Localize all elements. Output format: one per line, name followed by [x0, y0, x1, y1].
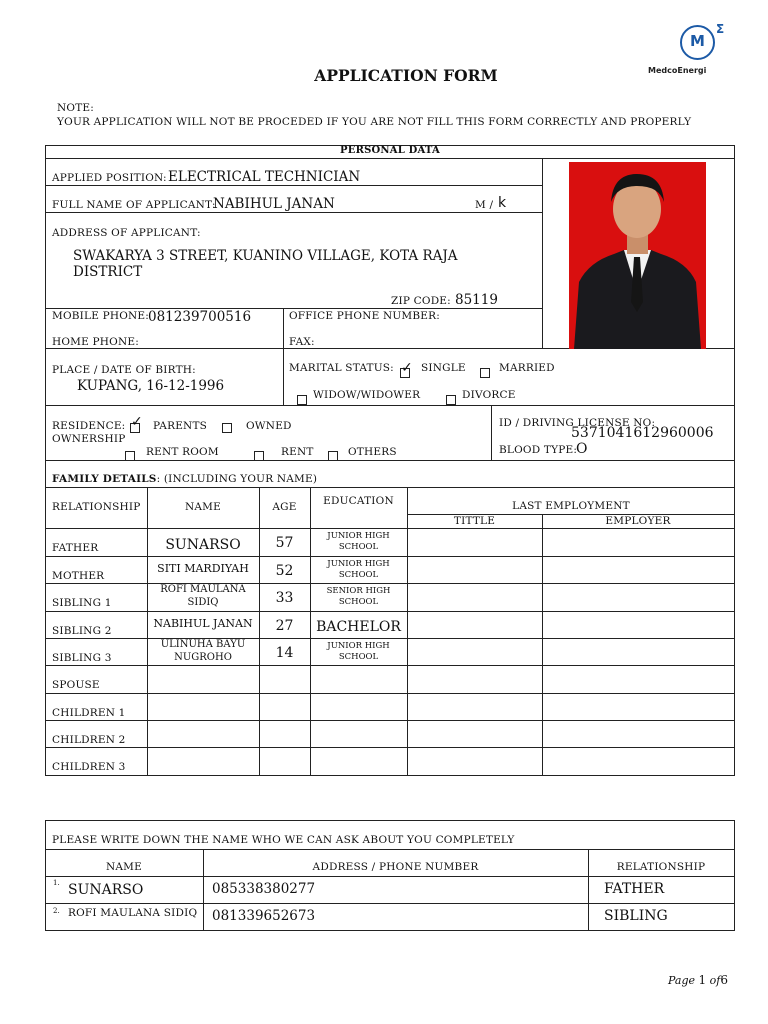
family-row-age[interactable]: 52	[275, 563, 294, 579]
ref-row-number: 2.	[53, 907, 60, 915]
id-label: ID / DRIVING LICENSE NO:	[499, 417, 656, 429]
residence-label: RESIDENCE:	[52, 420, 126, 432]
family-row-relationship: CHILDREN 2	[52, 734, 126, 746]
family-row-name[interactable]: SITI MARDIYAH	[157, 562, 249, 575]
family-title-bold: FAMILY DETAILS	[52, 473, 157, 485]
checkmark-icon: ✓	[401, 360, 413, 376]
residence-rent-room-checkbox[interactable]	[125, 451, 135, 461]
family-row-relationship: CHILDREN 1	[52, 707, 126, 719]
logo-sigma: Σ	[716, 22, 725, 36]
full-name-label: FULL NAME OF APPLICANT:	[52, 199, 216, 211]
person-silhouette	[569, 162, 706, 349]
family-row-education[interactable]: SENIOR HIGH SCHOOL	[326, 586, 391, 607]
family-row-education[interactable]: BACHELOR	[316, 619, 401, 635]
page-number: 1	[698, 973, 707, 987]
applicant-photo	[569, 162, 706, 349]
family-row-name[interactable]: NABIHUL JANAN	[153, 617, 253, 630]
address-line-2[interactable]: DISTRICT	[73, 264, 143, 280]
family-row-age[interactable]: 57	[275, 535, 294, 551]
family-row-relationship: SIBLING 2	[52, 625, 112, 637]
address-line-1[interactable]: SWAKARYA 3 STREET, KUANINO VILLAGE, KOTA RAJA	[73, 248, 458, 264]
fax-label: FAX:	[289, 336, 315, 348]
marital-widow-checkbox[interactable]	[297, 395, 307, 405]
birth-value[interactable]: KUPANG, 16-12-1996	[77, 378, 225, 394]
family-row-name[interactable]: ROFI MAULANA SIDIQ	[160, 584, 246, 608]
marital-single-label: SINGLE	[421, 362, 466, 374]
marital-married-label: MARRIED	[499, 362, 555, 374]
residence-owned-label: OWNED	[246, 420, 292, 432]
family-row-education[interactable]: JUNIOR HIGH SCHOOL	[327, 559, 390, 580]
mobile-label: MOBILE PHONE:	[52, 310, 150, 322]
marital-divorce-checkbox[interactable]	[446, 395, 456, 405]
ref-col-address: ADDRESS / PHONE NUMBER	[312, 861, 479, 873]
zip-label: ZIP CODE:	[391, 295, 451, 307]
ref-row-relationship[interactable]: SIBLING	[604, 908, 668, 924]
marital-married-checkbox[interactable]	[480, 368, 490, 378]
gender-mark[interactable]: k	[498, 195, 507, 211]
full-name-value[interactable]: NABIHUL JANAN	[213, 196, 335, 212]
ref-row-address[interactable]: 085338380277	[212, 881, 316, 897]
col-employer: EMPLOYER	[605, 515, 671, 527]
ownership-label: OWNERSHIP	[52, 433, 126, 445]
residence-parents-label: PARENTS	[153, 420, 208, 432]
residence-owned-checkbox[interactable]	[222, 423, 232, 433]
col-age: AGE	[272, 501, 297, 513]
page-total: 6	[720, 973, 729, 987]
family-row-relationship: MOTHER	[52, 570, 105, 582]
ref-row-number: 1.	[53, 879, 60, 887]
references-title: PLEASE WRITE DOWN THE NAME WHO WE CAN ASK ABOUT YOU COMPLETELY	[52, 834, 515, 846]
family-row-relationship: SPOUSE	[52, 679, 100, 691]
family-row-education[interactable]: JUNIOR HIGH SCHOOL	[327, 641, 390, 662]
family-row-relationship: FATHER	[52, 542, 99, 554]
ref-row-relationship[interactable]: FATHER	[604, 881, 665, 897]
ref-row-name[interactable]: ROFI MAULANA SIDIQ	[68, 907, 198, 919]
family-row-age[interactable]: 33	[275, 590, 294, 606]
gender-label: M /	[475, 199, 497, 211]
marital-widow-label: WIDOW/WIDOWER	[313, 389, 421, 401]
col-education: EDUCATION	[323, 495, 394, 507]
family-row-relationship: SIBLING 3	[52, 652, 112, 664]
residence-others-checkbox[interactable]	[328, 451, 338, 461]
checkmark-icon: ✓	[131, 414, 143, 430]
form-title: APPLICATION FORM	[314, 66, 498, 85]
family-row-age[interactable]: 14	[275, 645, 294, 661]
applied-position-value[interactable]: ELECTRICAL TECHNICIAN	[168, 169, 361, 185]
applied-position-label: APPLIED POSITION:	[52, 172, 167, 184]
mobile-value[interactable]: 081239700516	[148, 309, 252, 325]
residence-rent-label: RENT	[281, 446, 314, 458]
ref-row-name[interactable]: SUNARSO	[68, 882, 144, 898]
personal-data-title: PERSONAL DATA	[340, 145, 440, 156]
blood-value[interactable]: O	[576, 441, 588, 457]
note-label: NOTE:	[57, 102, 95, 114]
id-value[interactable]: 5371041612960006	[571, 425, 714, 441]
col-tittle: TITTLE	[453, 515, 496, 527]
col-relationship: RELATIONSHIP	[52, 501, 141, 513]
ref-col-relationship: RELATIONSHIP	[616, 861, 706, 873]
page-indicator	[668, 973, 728, 987]
family-row-relationship: SIBLING 1	[52, 597, 112, 609]
family-row-education[interactable]: JUNIOR HIGH SCHOOL	[327, 531, 390, 552]
logo-brand: MedcoEnergi	[648, 66, 707, 75]
blood-label: BLOOD TYPE:	[499, 444, 578, 456]
residence-rent-checkbox[interactable]	[254, 451, 264, 461]
note-text: YOUR APPLICATION WILL NOT BE PROCEDED IF YOU ARE NOT FILL THIS FORM CORRECTLY AND PROPERLY	[57, 116, 692, 128]
office-phone-label: OFFICE PHONE NUMBER:	[289, 310, 440, 322]
residence-others-label: OTHERS	[348, 446, 397, 458]
col-last-employment: LAST EMPLOYMENT	[512, 500, 630, 512]
family-title	[52, 473, 317, 485]
page-label: Page	[668, 974, 696, 987]
family-row-age[interactable]: 27	[275, 618, 294, 634]
address-label: ADDRESS OF APPLICANT:	[52, 227, 201, 239]
family-row-name[interactable]: ULINUHA BAYU NUGROHO	[160, 639, 246, 663]
logo-initial: M	[690, 32, 705, 50]
ref-col-name: NAME	[106, 861, 142, 873]
birth-label: PLACE / DATE OF BIRTH:	[52, 364, 196, 376]
family-title-rest: : (INCLUDING YOUR NAME)	[156, 473, 318, 485]
col-name: NAME	[185, 501, 221, 513]
ref-row-address[interactable]: 081339652673	[212, 908, 316, 924]
family-row-name[interactable]: SUNARSO	[165, 537, 241, 553]
marital-divorce-label: DIVORCE	[462, 389, 516, 401]
zip-value[interactable]: 85119	[455, 292, 498, 308]
family-row-relationship: CHILDREN 3	[52, 761, 126, 773]
residence-rent-room-label: RENT ROOM	[146, 446, 219, 458]
marital-label: MARITAL STATUS:	[289, 362, 394, 374]
home-phone-label: HOME PHONE:	[52, 336, 139, 348]
page-of-label: of	[709, 974, 721, 987]
